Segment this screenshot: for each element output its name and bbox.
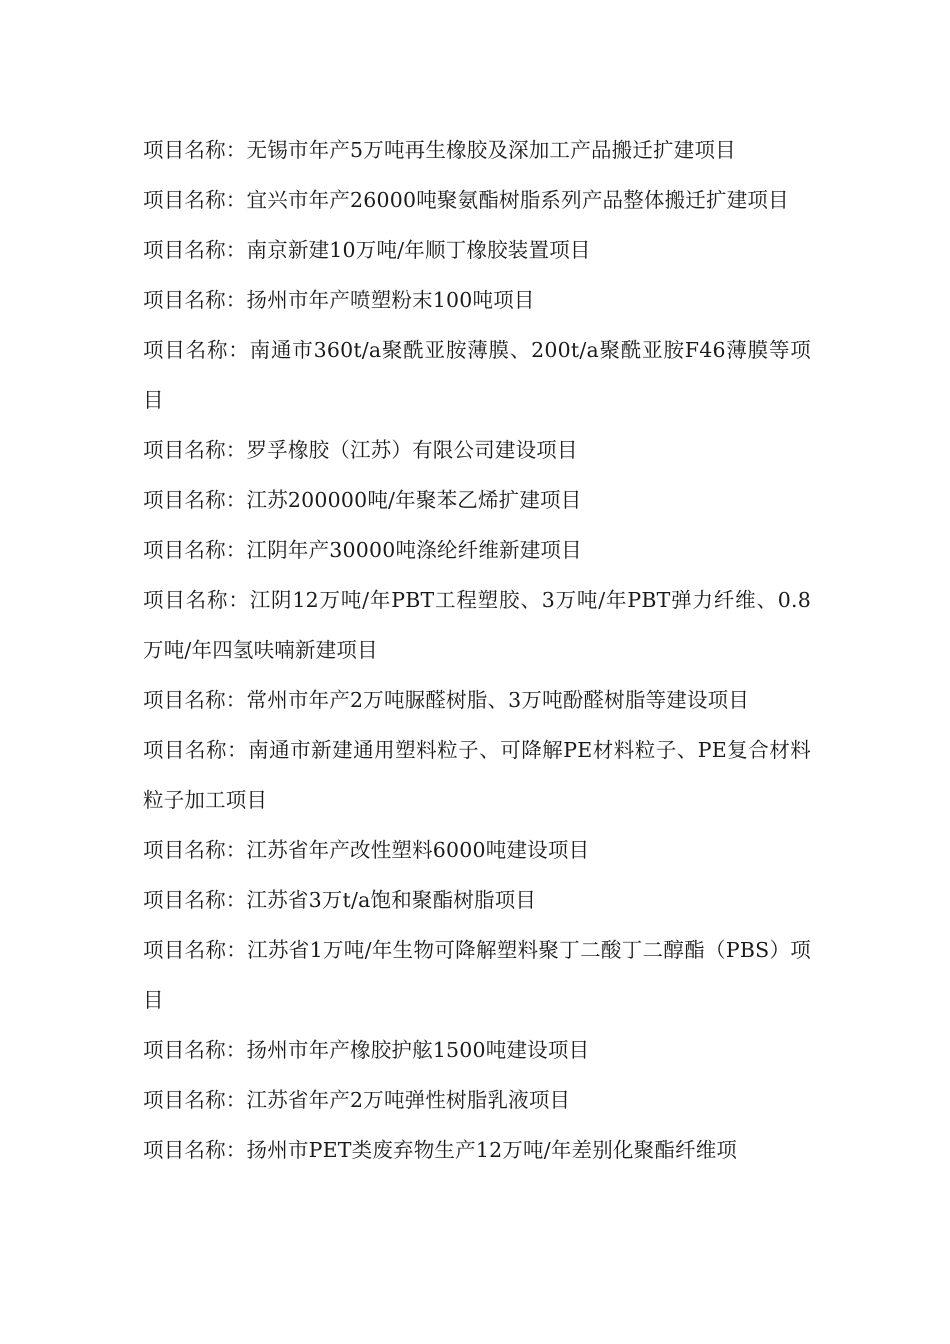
project-name-label: 项目名称： <box>143 838 247 862</box>
project-item-5 <box>143 325 811 425</box>
project-item-12 <box>143 825 811 875</box>
project-name-label: 项目名称： <box>143 488 247 512</box>
project-name: 宜兴市年产26000吨聚氨酯树脂系列产品整体搬迁扩建项目 <box>246 188 789 212</box>
project-name: 江阴年产30000吨涤纶纤维新建项目 <box>246 538 582 562</box>
project-name-label: 项目名称： <box>143 338 250 362</box>
project-name-label: 项目名称： <box>143 538 247 562</box>
project-item-15 <box>143 1025 811 1075</box>
project-name: 江苏省3万t/a饱和聚酯树脂项目 <box>246 888 537 912</box>
project-name: 无锡市年产5万吨再生橡胶及深加工产品搬迁扩建项目 <box>246 138 736 162</box>
project-name: 江苏200000吨/年聚苯乙烯扩建项目 <box>246 488 582 512</box>
project-item-17 <box>143 1125 811 1175</box>
project-name: 罗孚橡胶（江苏）有限公司建设项目 <box>246 438 578 462</box>
project-item-3 <box>143 225 811 275</box>
project-name-label: 项目名称： <box>143 288 247 312</box>
project-item-4 <box>143 275 811 325</box>
project-item-8 <box>143 525 811 575</box>
project-name-label: 项目名称： <box>143 438 247 462</box>
project-item-9 <box>143 575 811 675</box>
project-name: 江阴12万吨/年PBT工程塑胶、3万吨/年PBT弹力纤维、0.8万吨/年四氢呋喃新建项目 <box>143 588 811 662</box>
project-name-label: 项目名称： <box>143 588 250 612</box>
project-name: 南京新建10万吨/年顺丁橡胶装置项目 <box>246 238 591 262</box>
project-name: 扬州市年产橡胶护舷1500吨建设项目 <box>246 1038 590 1062</box>
project-name-label: 项目名称： <box>143 938 248 962</box>
project-name: 江苏省年产改性塑料6000吨建设项目 <box>246 838 590 862</box>
project-name-label: 项目名称： <box>143 188 247 212</box>
project-item-13 <box>143 875 811 925</box>
project-item-11 <box>143 725 811 825</box>
project-item-1 <box>143 125 811 175</box>
project-name: 江苏省1万吨/年生物可降解塑料聚丁二酸丁二醇酯（PBS）项目 <box>143 938 811 1012</box>
project-name: 南通市新建通用塑料粒子、可降解PE材料粒子、PE复合材料粒子加工项目 <box>143 738 811 812</box>
project-item-16 <box>143 1075 811 1125</box>
project-name-label: 项目名称： <box>143 888 247 912</box>
project-name: 常州市年产2万吨脲醛树脂、3万吨酚醛树脂等建设项目 <box>246 688 750 712</box>
project-name-label: 项目名称： <box>143 238 247 262</box>
project-name-label: 项目名称： <box>143 1038 247 1062</box>
project-name: 扬州市PET类废弃物生产12万吨/年差别化聚酯纤维项 <box>246 1138 738 1162</box>
project-name-label: 项目名称： <box>143 1138 247 1162</box>
project-item-6 <box>143 425 811 475</box>
project-name: 江苏省年产2万吨弹性树脂乳液项目 <box>246 1088 571 1112</box>
project-name-label: 项目名称： <box>143 138 247 162</box>
project-name: 扬州市年产喷塑粉末100吨项目 <box>246 288 535 312</box>
project-list <box>143 125 811 1175</box>
project-name: 南通市360t/a聚酰亚胺薄膜、200t/a聚酰亚胺F46薄膜等项目 <box>143 338 811 412</box>
project-name-label: 项目名称： <box>143 688 247 712</box>
project-item-10 <box>143 675 811 725</box>
project-name-label: 项目名称： <box>143 738 249 762</box>
project-item-2 <box>143 175 811 225</box>
project-name-label: 项目名称： <box>143 1088 247 1112</box>
project-item-7 <box>143 475 811 525</box>
project-item-14 <box>143 925 811 1025</box>
